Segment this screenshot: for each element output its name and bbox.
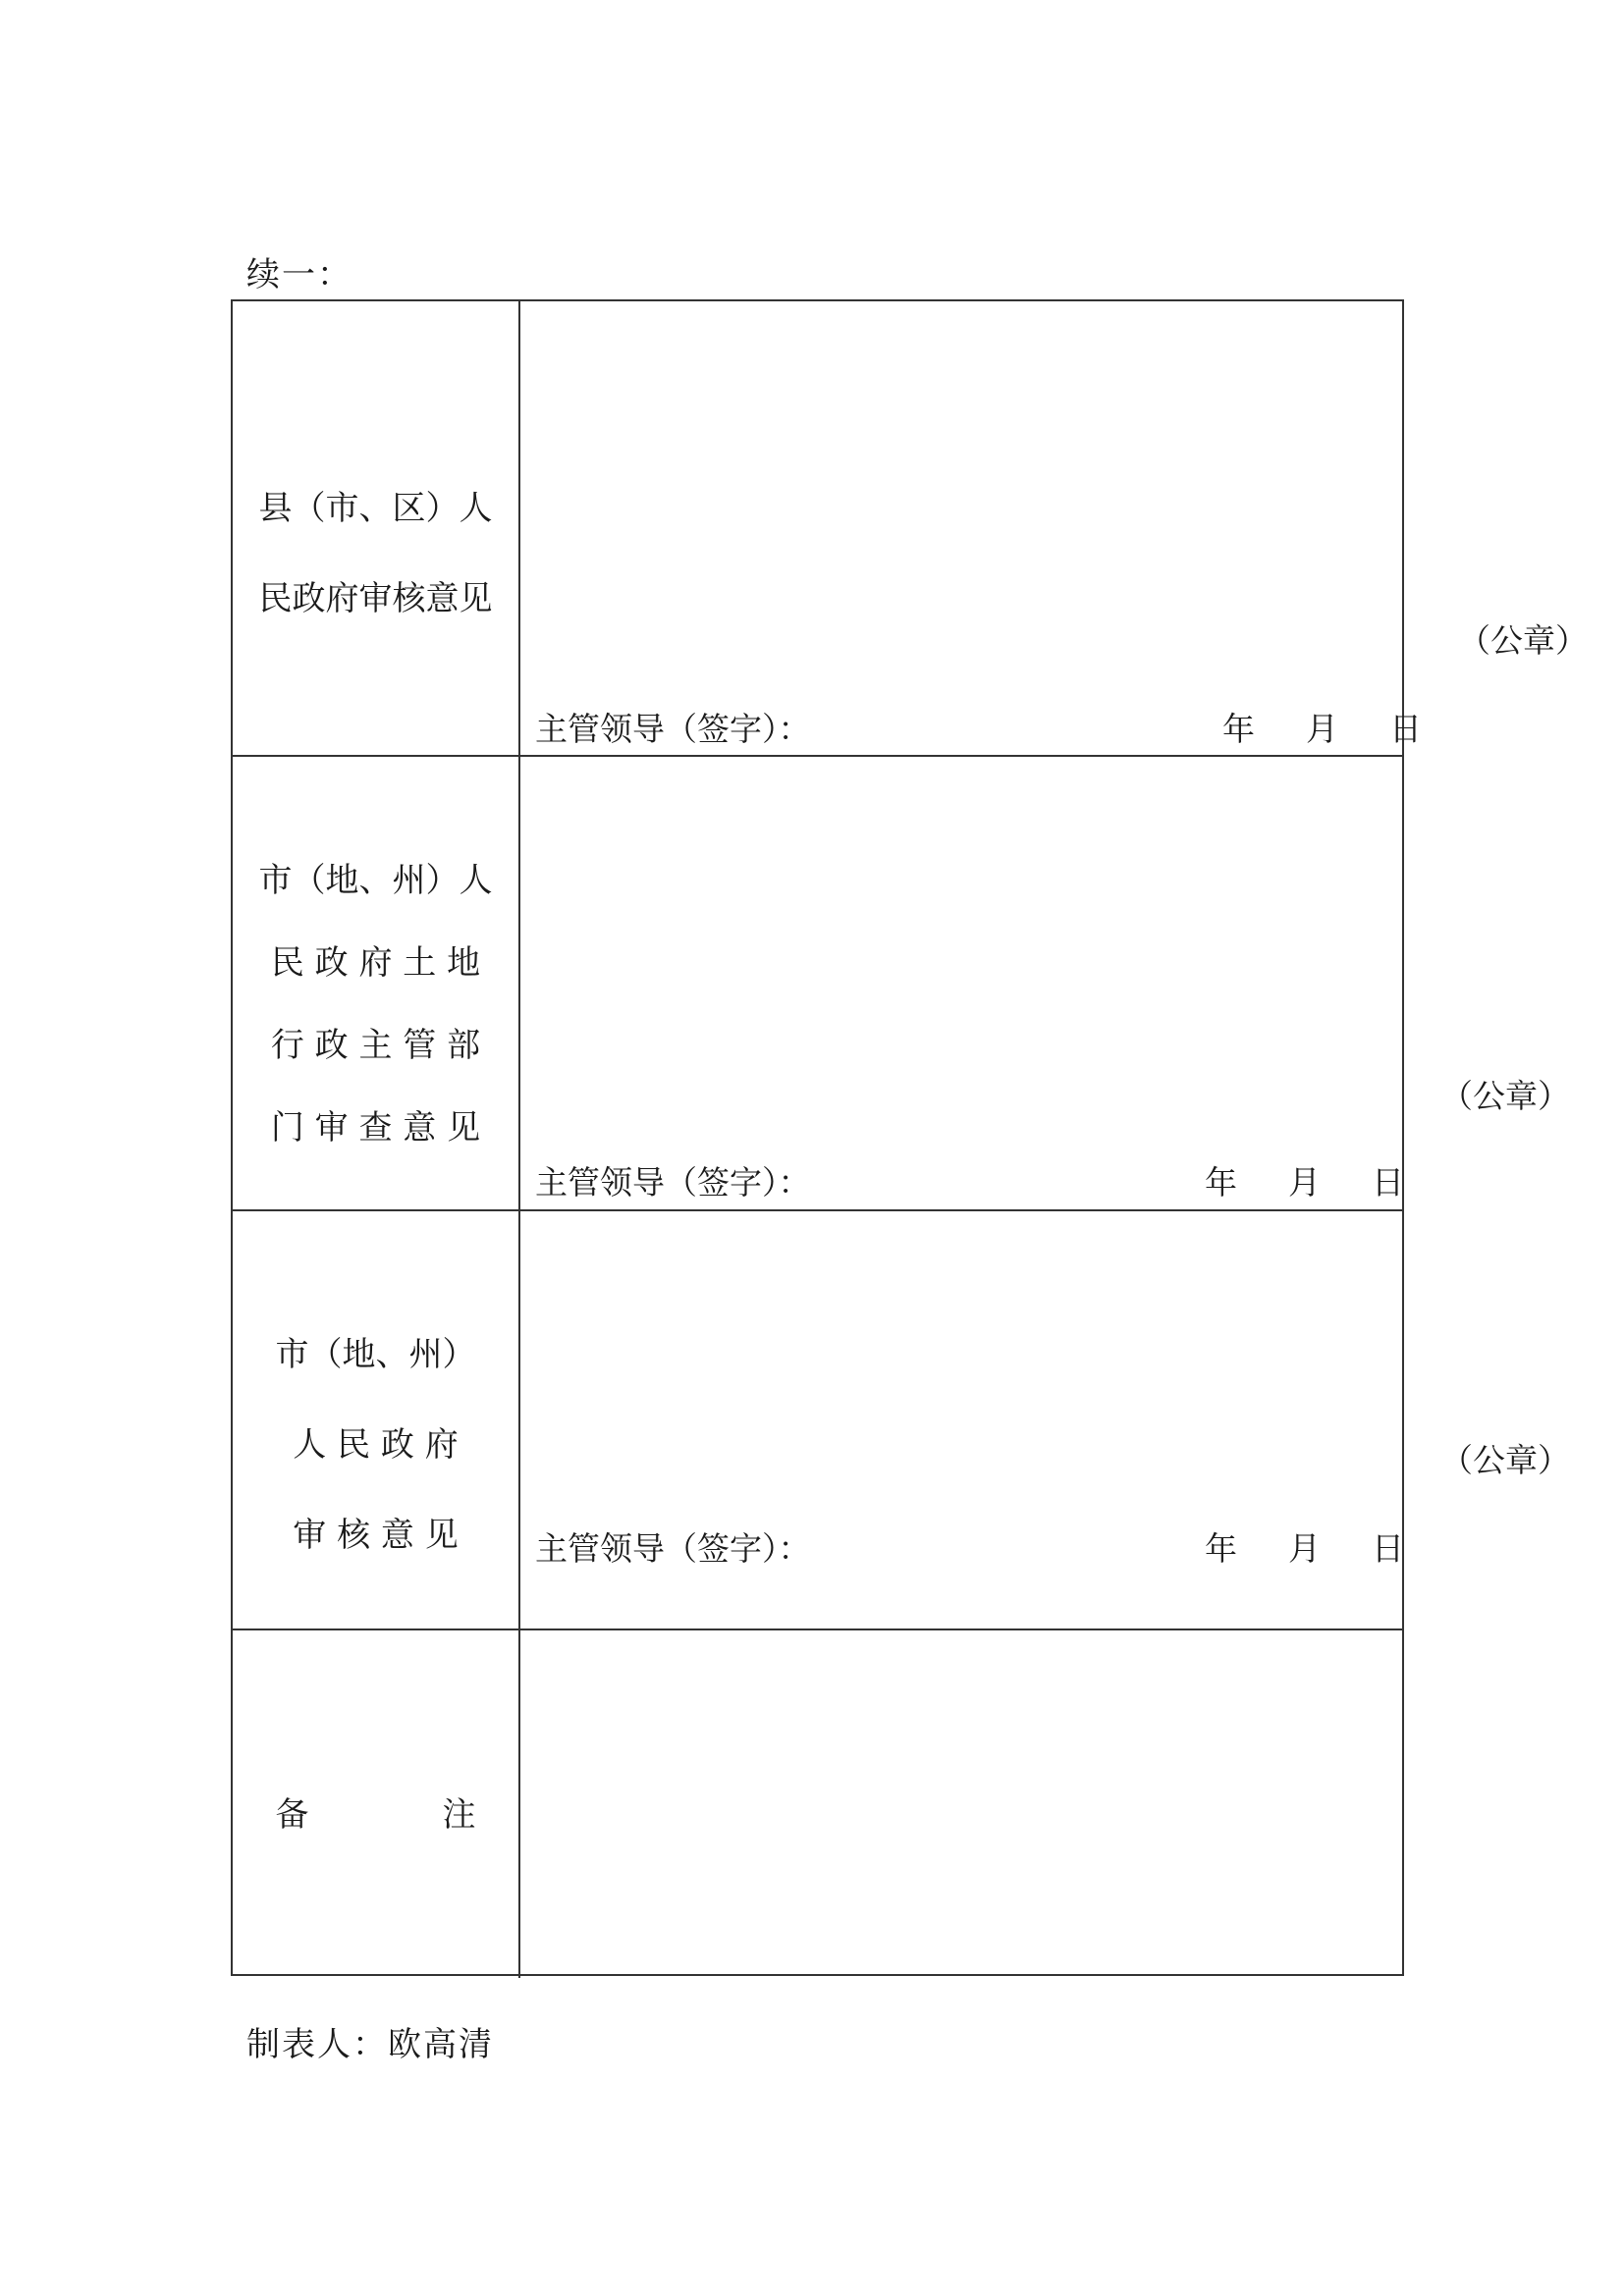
row-label-line: 市（地、州） bbox=[275, 1335, 476, 1374]
remarks-label bbox=[233, 1630, 520, 1978]
row-label-line: 备 注 bbox=[275, 1795, 476, 1835]
date-month-label: 月 bbox=[1288, 1529, 1321, 1568]
city-land-department-review-label bbox=[233, 757, 520, 1209]
form-preparer: 制表人：欧高清 bbox=[246, 2025, 494, 2064]
county-government-review-label bbox=[233, 301, 520, 755]
city-land-department-review-content[interactable] bbox=[520, 757, 1570, 1209]
remarks-content[interactable] bbox=[520, 1630, 1402, 1978]
supervisor-signature-label: 主管领导（签字）： bbox=[535, 1529, 811, 1568]
county-government-review-row bbox=[233, 301, 1588, 757]
city-government-review-content[interactable] bbox=[520, 1211, 1570, 1629]
official-seal-placeholder: （公章） bbox=[1440, 1441, 1570, 1479]
form-continuation-heading: 续一： bbox=[246, 255, 352, 294]
row-label-line: 行 政 主 管 部 bbox=[270, 1026, 481, 1065]
county-government-review-content[interactable] bbox=[520, 301, 1588, 755]
date-year-label: 年 bbox=[1205, 1163, 1237, 1201]
remarks-row bbox=[233, 1630, 1402, 1978]
date-day-label: 日 bbox=[1372, 1529, 1404, 1568]
approval-form-table bbox=[231, 299, 1588, 1976]
row-label-line: 民政府审核意见 bbox=[258, 579, 493, 618]
supervisor-signature-label: 主管领导（签字）： bbox=[535, 710, 811, 748]
city-government-review-label bbox=[233, 1211, 520, 1629]
city-government-review-row bbox=[233, 1211, 1570, 1630]
row-label-line: 门 审 查 意 见 bbox=[270, 1108, 481, 1148]
date-day-label: 日 bbox=[1372, 1163, 1404, 1201]
row-label-line: 人 民 政 府 bbox=[293, 1425, 459, 1465]
city-land-department-review-row bbox=[233, 757, 1570, 1211]
row-label-line: 县（市、区）人 bbox=[258, 489, 493, 528]
row-label-line: 审 核 意 见 bbox=[293, 1516, 459, 1555]
date-month-label: 月 bbox=[1306, 710, 1338, 748]
official-seal-placeholder: （公章） bbox=[1440, 1077, 1570, 1115]
supervisor-signature-label: 主管领导（签字）： bbox=[535, 1163, 811, 1201]
date-year-label: 年 bbox=[1205, 1529, 1237, 1568]
date-day-label: 日 bbox=[1389, 710, 1422, 748]
date-year-label: 年 bbox=[1222, 710, 1255, 748]
date-month-label: 月 bbox=[1288, 1163, 1321, 1201]
row-label-line: 民 政 府 土 地 bbox=[270, 943, 481, 983]
row-label-line: 市（地、州）人 bbox=[258, 861, 493, 900]
official-seal-placeholder: （公章） bbox=[1458, 621, 1588, 660]
